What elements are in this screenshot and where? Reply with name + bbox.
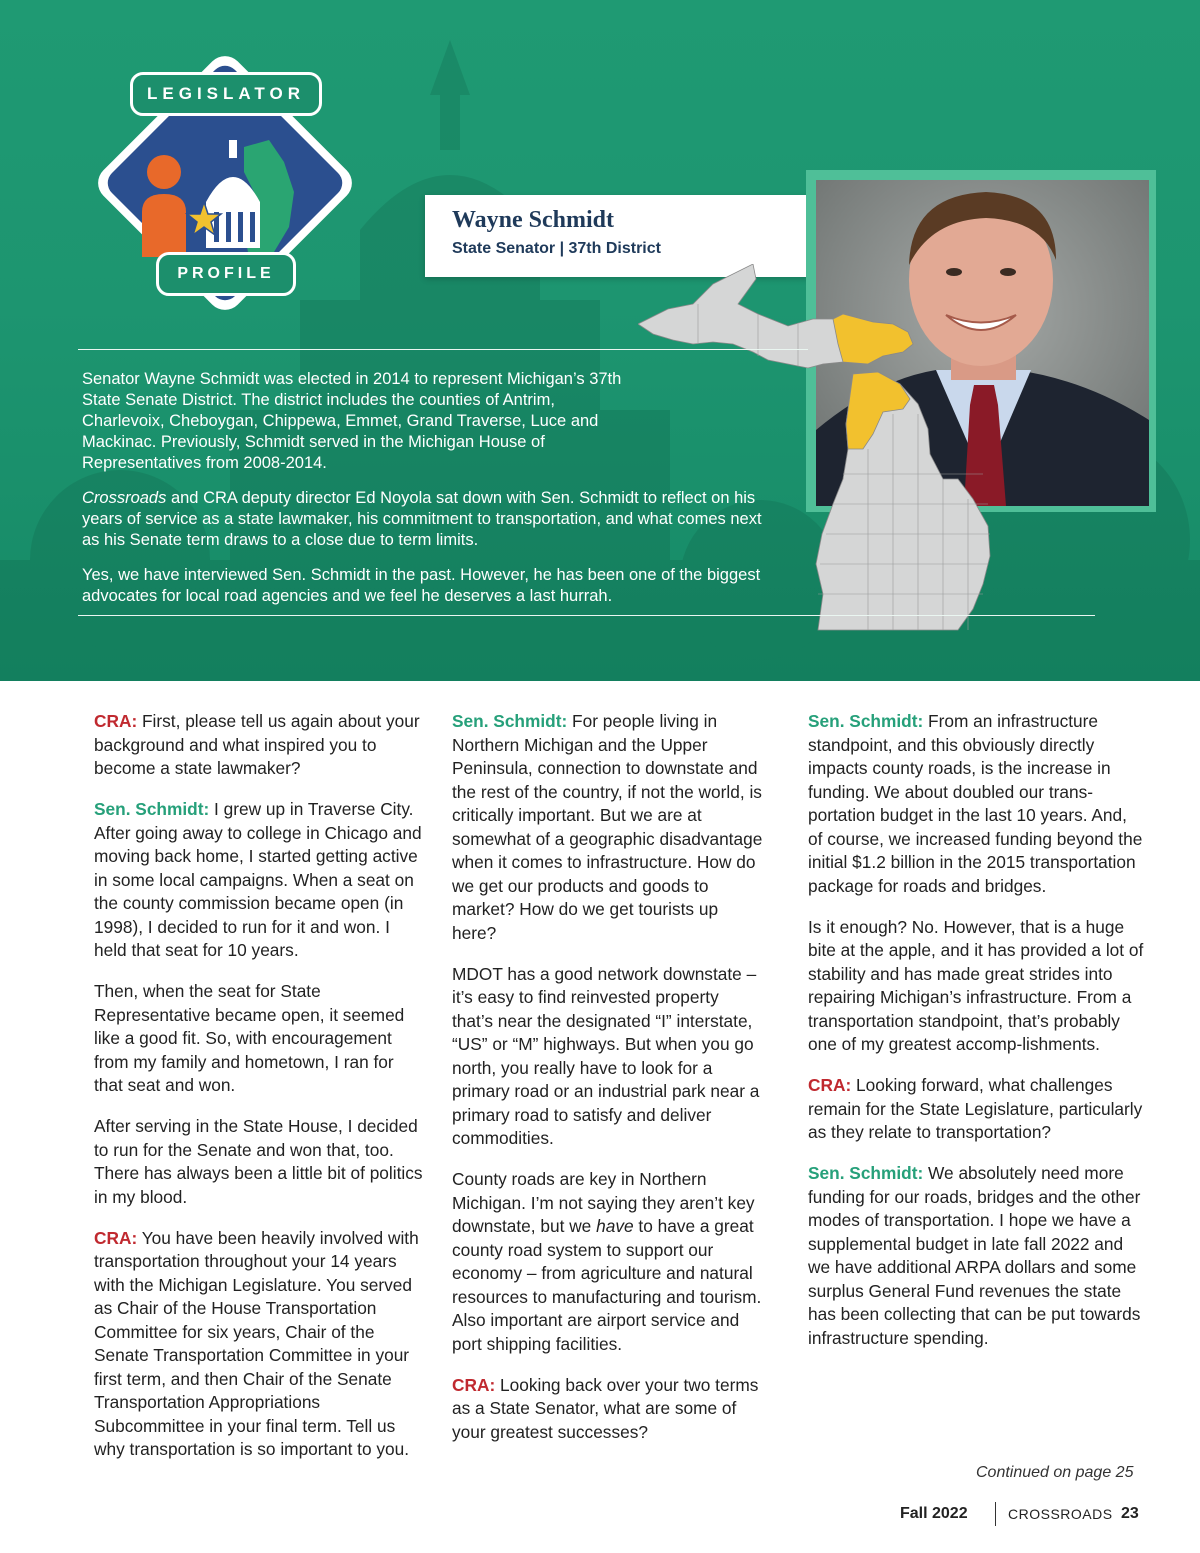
intro-text [82, 369, 782, 621]
publication-name: Crossroads [82, 489, 167, 507]
page-number: 23 [1121, 1505, 1139, 1522]
qa-paragraph: After serving in the State House, I decided to run for the Senate and won that, too. There has always been a little bit of politics in my blood. [94, 1116, 423, 1207]
qa-paragraph: Is it enough? No. However, that is a huge bite at the apple, and it has provided a lot of stability and has made great strides into repairing Michigan’s infrastructure. From a transportation standpoint, that’s probably one of my greatest accomp-lishments. [808, 916, 1144, 1054]
page-footer [900, 1502, 1145, 1526]
qa-paragraph: CRA: First, please tell us again about your background and what inspired you to become a state lawmaker? [94, 711, 420, 778]
qa-paragraph: Then, when the seat for State Representative became open, it seemed like a good fit. So, with encouragement from my family and hometown, I ran for that seat and won. [94, 981, 405, 1095]
footer-divider [995, 1502, 996, 1526]
interview-column-3 [808, 710, 1144, 1368]
badge-top-label: LEGISLATOR [130, 72, 322, 116]
intro-paragraph-2: Crossroads and CRA deputy director Ed Noyola sat down with Sen. Schmidt to reflect on his years of service as a state lawmaker, his commitment to transportation, and what comes next as his Senate term draws to a close due to term limits. [82, 489, 762, 549]
qa-paragraph: Sen. Schmidt: We absolutely need more funding for our roads, bridges and the other modes of transportation. I hope we have a supplemental budget in late fall 2022 and we have additional ARPA dollars and some surplus General Fund revenues the state has been collecting that can be put towards infrastructure spending. [808, 1163, 1141, 1348]
header-divider-top [78, 349, 808, 350]
publication-title: CROSSROADS [1008, 1506, 1113, 1522]
profile-header [0, 0, 1200, 681]
qa-paragraph: CRA: You have been heavily involved with transportation throughout your 14 years with the Michigan Legislature. You served as Chair of the House Transportation Committee for six years, Chair of the Senate Transportation Committee in your first term, and then Chair of the Senate Transportation Appropriations Subcommittee in your final term. Tell us why transportation is so important to you. [94, 1227, 419, 1459]
interview-column-2 [452, 710, 764, 1462]
legislator-profile-badge [94, 52, 356, 314]
qa-paragraph: County roads are key in Northern Michigan. I’m not saying they aren’t key downstate, but we have to have a great county road system to support our economy – from agriculture and natural resources to manufacturing and tourism. Also important are airport service and port shipping facilities. [452, 1169, 762, 1354]
legislator-name: Wayne Schmidt [452, 207, 615, 233]
interview-column-1 [94, 710, 424, 1479]
issue-season: Fall 2022 [900, 1505, 968, 1522]
intro-paragraph-1: Senator Wayne Schmidt was elected in 2014 to represent Michigan’s 37th State Senate District. The district includes the counties of Antrim, Charlevoix, Cheboygan, Chippewa, Emmet, Grand Traverse, Luce and Mackinac. Previously, Schmidt served in the Michigan House of Representatives from 2008-2014. [82, 370, 622, 472]
qa-paragraph: CRA: Looking back over your two terms as a State Senator, what are some of your greatest successes? [452, 1374, 759, 1442]
intro-paragraph-3: Yes, we have interviewed Sen. Schmidt in the past. However, he has been one of the biggest advocates for local road agencies and we feel he deserves a last hurrah. [82, 566, 761, 605]
qa-paragraph: MDOT has a good network downstate – it’s easy to find reinvested property that’s near the designated “I” interstate, “US” or “M” highways. But when you go north, you really have to look for a primary road or an industrial park near a primary road to satisfy and deliver commodities. [452, 963, 760, 1148]
qa-paragraph: Sen. Schmidt: I grew up in Traverse City. After going away to college in Chicago and moving back home, I started getting active in some local campaigns. When a seat on the county commission became open (in 1998), I decided to run for it and won. I held that seat for 10 years. [94, 799, 422, 960]
qa-paragraph: Sen. Schmidt: From an infrastructure standpoint, and this obviously directly impacts county roads, is the increase in funding. We about doubled our trans-portation budget in the last 10 years. And, of course, we increased funding beyond the initial $1.2 billion in the 2015 transportation package for roads and bridges. [808, 711, 1143, 896]
continued-note: Continued on page 25 [976, 1464, 1134, 1481]
legislator-title: State Senator | 37th District [452, 240, 661, 257]
qa-paragraph: Sen. Schmidt: For people living in Northern Michigan and the Upper Peninsula, connection to downstate and the rest of the country, if not the world, is critically important. But we are at somewhat of a geographic disadvantage when it comes to infrastructure. How do we get our products and goods to market? How do we get tourists up here? [452, 711, 763, 943]
qa-paragraph: CRA: Looking forward, what challenges remain for the State Legislature, particularly as they relate to transportation? [808, 1075, 1143, 1142]
badge-bottom-label: PROFILE [156, 252, 296, 296]
